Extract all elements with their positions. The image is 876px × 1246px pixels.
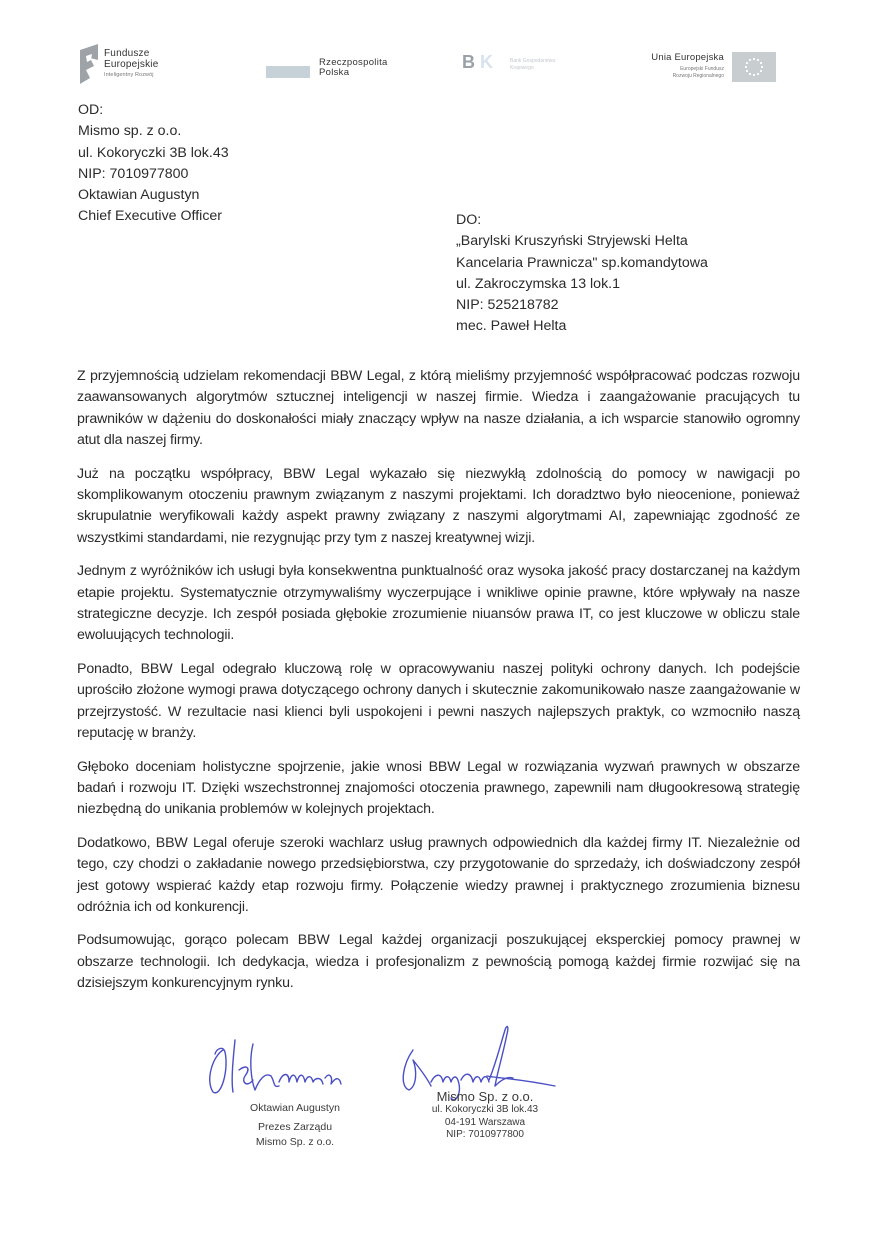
recipient-company-line2: Kancelaria Prawnicza" sp.komandytowa (456, 254, 708, 271)
paragraph-intro: Z przyjemnością udzielam rekomendacji BBW Legal, z którą mieliśmy przyjemność współpracować podczas rozwoju zaawansowanych algorytmów sztucznej inteligencji w naszej firmie. Wiedza i zaangażowanie pracujących tu prawników w dążeniu do doskonałości miały znaczący wpływ na nasze działania, a ich wsparcie stanowiło ogromny atut dla naszej firmy. (77, 368, 800, 449)
bgk-logo-icon: B (462, 52, 473, 72)
logo-subtext: Krajowego (510, 65, 534, 71)
paragraph-navigation: Już na początku współpracy, BBW Legal wykazało się niezwykłą zdolnością do pomocy w nawigacji po skomplikowanym otoczeniu prawnym związanym z naszymi projektami. Ich doradztwo było nieocenione, ponieważ skrupulatnie weryfikowali każdy aspekt prawny związany z naszymi algorytmami AI, zapewniając zgodność ze wszystkimi standardami, nie rezygnując przy tym z naszej kreatywnej wizji. (77, 465, 800, 546)
logo-fundusze-europejskie (78, 42, 188, 88)
logo-bgk (462, 50, 572, 80)
paragraph-punctuality: Jednym z wyróżników ich usługi była konsekwentna punktualność oraz wysoka jakość pracy dostarczanej na każdym etapie projektu. Systematycznie otrzymywaliśmy wyczerpujące i wnikliwe opinie prawne, które wpływały na nasze strategiczne decyzje. Ich zespół posiada głębokie zrozumienie niuansów prawa IT, co jest kluczowe w obliczu stale ewoluujących technologii. (77, 563, 800, 644)
logo-text: Polska (319, 67, 350, 78)
company-stamp (410, 1090, 560, 1142)
handwritten-signature-icon (195, 1020, 575, 1100)
recipient-label: DO: (456, 212, 482, 228)
logo-text: Europejskie (104, 59, 159, 70)
signatory-title: Prezes Zarządu (257, 1121, 333, 1133)
signatory-name: Oktawian Augustyn (250, 1102, 340, 1114)
fundusze-europejskie-logo-icon (78, 44, 100, 84)
letter-body (77, 366, 800, 1007)
logo-rzeczpospolita-polska (266, 56, 406, 86)
paragraph-data-protection: Ponadto, BBW Legal odegrało kluczową rolę w opracowywaniu naszej polityki ochrony danych. Ich podejście uprościło złożone wymogi prawa dotyczącego ochrony danych i skutecznie zakomunikowało nasze zaangażowanie w przejrzystość. W rezultacie nasi klienci byli uspokojeni i pewni naszych najlepszych praktyk, co wzmocniło naszą reputację w branży. (77, 660, 800, 742)
logo-subtext: Europejski Fundusz (680, 66, 724, 72)
logo-subtext: Rozwoju Regionalnego (672, 73, 724, 79)
sender-company: Mismo sp. z o.o. (78, 123, 182, 140)
recipient-person: mec. Paweł Helta (456, 318, 567, 335)
sender-role: Chief Executive Officer (78, 208, 223, 225)
stamp-street: ul. Kokoryczki 3B lok.43 (431, 1104, 539, 1115)
stamp-city: 04-191 Warszawa (444, 1116, 526, 1128)
logo-text: Unia Europejska (651, 52, 724, 63)
sender-street: ul. Kokoryczki 3B lok.43 (78, 144, 229, 161)
sender-nip: NIP: 7010977800 (78, 165, 189, 182)
paragraph-summary: Podsumowując, gorąco polecam BBW Legal każdej organizacji poszukującej eksperckiej pomocy prawnej w obszarze technologii. Ich dedykacja, wiedza i profesjonalizm z pewnością pomogą każdej firmie rozwijać się na dzisiejszym konkurencyjnym rynku. (77, 932, 800, 992)
stamp-nip: NIP: 7010977800 (446, 1129, 524, 1140)
logo-subtext: Inteligentny Rozwój (104, 72, 154, 78)
sender-person: Oktawian Augustyn (78, 187, 200, 204)
polish-flag-icon (266, 66, 310, 78)
signatory-block (230, 1101, 360, 1150)
recipient-nip: NIP: 525218782 (456, 297, 559, 314)
bgk-logo-icon-faded: K (480, 52, 493, 72)
sender-address-block (78, 100, 229, 228)
sender-label: OD: (78, 102, 104, 118)
logo-text: Rzeczpospolita (319, 57, 388, 68)
paragraph-holistic: Głęboko doceniam holistyczne spojrzenie, jakie wnosi BBW Legal w rozwiązania wyzwań prawnych w obszarze badań i rozwoju IT. Dzięki wszechstronnej znajomości otoczenia prawnego, zapewnili nam długookresową strategię niezbędną do unikania problemów w kolejnych projektach. (77, 758, 800, 818)
recipient-street: ul. Zakroczymska 13 lok.1 (456, 275, 621, 292)
recipient-address-block (456, 210, 708, 338)
eu-flag-icon (732, 52, 776, 82)
signatory-company: Mismo Sp. z o.o. (255, 1136, 335, 1148)
recipient-company-line1: „Barylski Kruszyński Stryjewski Helta (456, 233, 688, 250)
logo-unia-europejska (636, 50, 776, 88)
stamp-company: Mismo Sp. z o.o. (436, 1089, 534, 1104)
logo-text: Fundusze (104, 48, 150, 59)
paragraph-services: Dodatkowo, BBW Legal oferuje szeroki wachlarz usług prawnych odpowiednich dla każdej firmy IT. Niezależnie od tego, czy chodzi o zakładanie nowego przedsiębiorstwa, czy przygotowanie do sprzedaży, ich doświadczony zespół jest gotowy wspierać każdy etap rozwoju firmy. Połączenie wiedzy prawnej i praktycznego zrozumienia biznesu odróżnia ich od konkurencji. (77, 834, 800, 915)
logo-subtext: Bank Gospodarstwa (510, 58, 556, 64)
